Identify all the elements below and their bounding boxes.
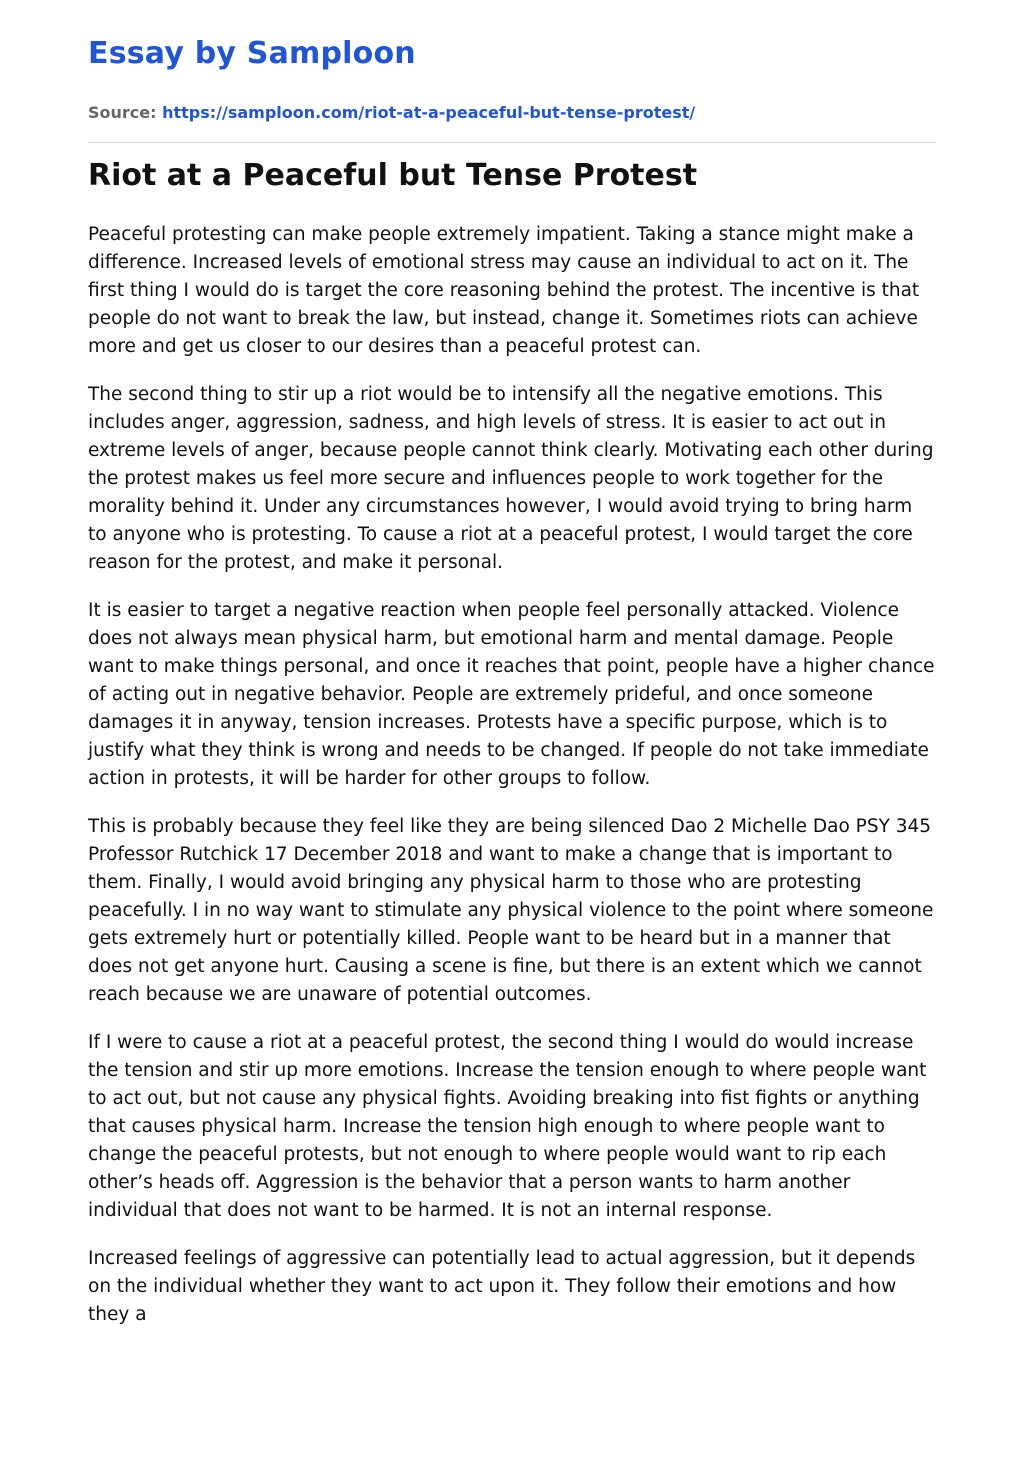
source-line — [88, 102, 695, 124]
essay-title: Riot at a Peaceful but Tense Protest — [88, 158, 698, 193]
source-link[interactable]: https://samploon.com/riot-at-a-peaceful-but-tense-protest/ — [162, 103, 696, 122]
essay-paragraph: This is probably because they feel like they are being silenced Dao 2 Michelle Dao PSY 345 Professor Rutchick 17 December 2018 and want to make a change that is important to them. Finally, I would avoid bringing any physical harm to those who are protesting peacefully. I in no way want to stimulate any physical violence to the point where someone gets extremely hurt or potentially killed. People want to be heard but in a manner that does not get anyone hurt. Causing a scene is fine, but there is an extent which we cannot reach because we are unaware of potential outcomes. — [88, 816, 934, 1005]
essay-body — [88, 221, 936, 1349]
essay-paragraph: The second thing to stir up a riot would be to intensify all the negative emotions. This includes anger, aggression, sadness, and high levels of stress. It is easier to act out in extreme levels of anger, because people cannot think clearly. Motivating each other during the protest makes us feel more secure and influences people to work together for the morality behind it. Under any circumstances however, I would avoid trying to bring harm to anyone who is protesting. To cause a riot at a peaceful protest, I would target the core reason for the protest, and make it personal. — [88, 384, 934, 573]
essay-paragraph: If I were to cause a riot at a peaceful protest, the second thing I would do would increase the tension and stir up more emotions. Increase the tension enough to where people want to act out, but not cause any physical fights. Avoiding breaking into fist fights or anything that causes physical harm. Increase the tension high enough to where people want to change the peaceful protests, but not enough to where people would want to rip each other’s heads off. Aggression is the behavior that a person wants to harm another individual that does not want to be harmed. It is not an internal response. — [88, 1032, 927, 1221]
brand-title[interactable]: Essay by Samploon — [88, 36, 416, 71]
essay-paragraph: Peaceful protesting can make people extremely impatient. Taking a stance might make a difference. Increased levels of emotional stress may cause an individual to act on it. The first thing I would do is target the core reasoning behind the protest. The incentive is that people do not want to break the law, but instead, change it. Sometimes riots can achieve more and get us closer to our desires than a peaceful protest can. — [88, 224, 920, 357]
essay-paragraph: Increased feelings of aggressive can potentially lead to actual aggression, but it depends on the individual whether they want to act upon it. They follow their emotions and how they a — [88, 1248, 916, 1325]
essay-paragraph: It is easier to target a negative reaction when people feel personally attacked. Violence does not always mean physical harm, but emotional harm and mental damage. People want to make things personal, and once it reaches that point, people have a higher chance of acting out in negative behavior. People are extremely prideful, and once someone damages it in anyway, tension increases. Protests have a specific purpose, which is to justify what they think is wrong and needs to be changed. If people do not take immediate action in protests, it will be harder for other groups to follow. — [88, 600, 935, 789]
source-label: Source: — [88, 103, 157, 122]
header-divider — [88, 142, 936, 143]
